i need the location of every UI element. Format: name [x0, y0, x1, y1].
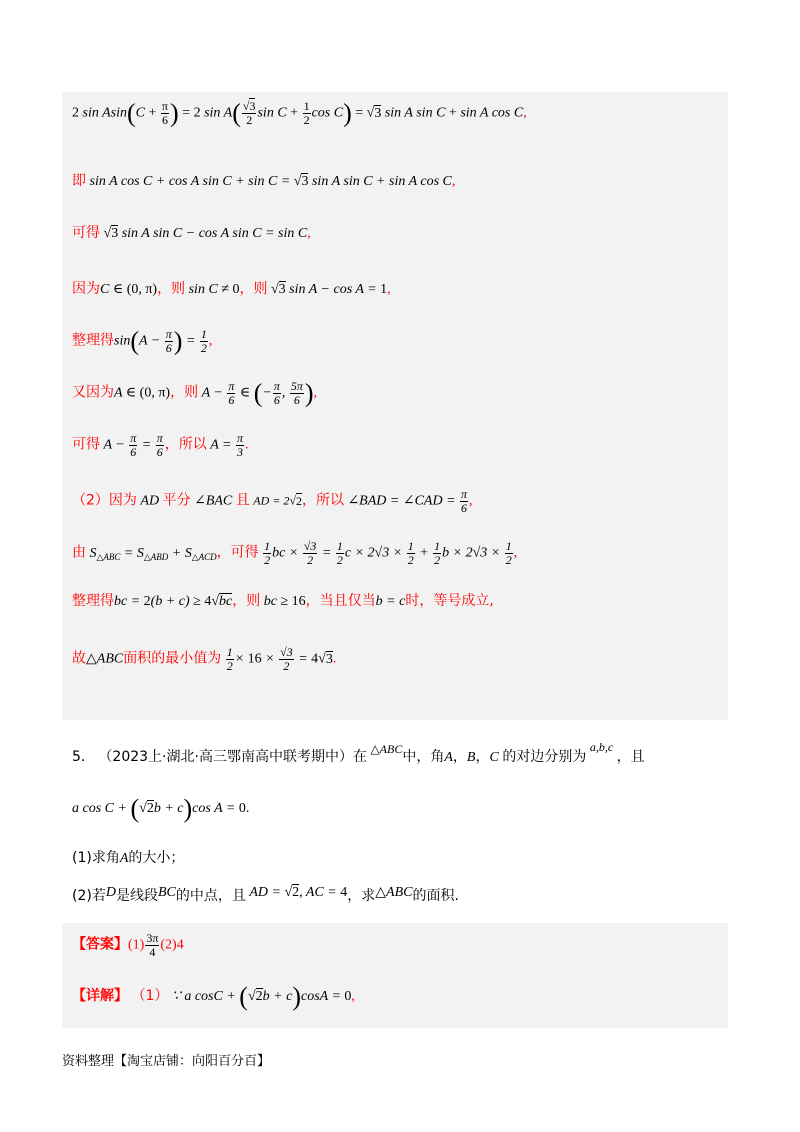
equation-line-3: 可得 √3 sin A sin C − cos A sin C = sin C, [72, 225, 311, 241]
question-5-part-1: (1)求角A的大小； [72, 850, 185, 866]
answer-label: 【答案】 [72, 936, 128, 953]
step-a-suffix: , [451, 174, 456, 189]
step-g-mid2: 且 [235, 492, 250, 509]
step-g-suffix: , [469, 493, 473, 509]
step-h-mid: ，可得 [216, 544, 259, 561]
step-f-mid: ，所以 [164, 436, 207, 453]
answer-line: 【答案】(1) $\frac{3\pi}{4}$ (2)4 [72, 931, 184, 959]
part2-b: 的中点，且 [175, 888, 246, 904]
equation-line-10: 整理得bc = 2(b + c) ≥ 4√bc，则 bc ≥ 16，当且仅当b = c时，等号成立, [72, 593, 494, 609]
step-j-mid: 面积的最小值为 [123, 650, 222, 667]
step-c-mid2: ，则 [239, 281, 268, 297]
question-text-1: 中，角 [402, 749, 445, 765]
step-d-lead: 整理得 [72, 332, 114, 349]
step-g-mid3: ，所以 [301, 492, 344, 509]
equation-line-2: 即 sin A cos C + cos A sin C + sin C = √3 sin A sin C + sin A cos C, [72, 173, 456, 189]
step-i-mid2: ，当且仅当 [305, 593, 376, 609]
footer-text: 资料整理【淘宝店铺：向阳百分百】 [62, 1054, 271, 1069]
question-text-3: ，且 [616, 749, 645, 765]
part2-c: ，求 [347, 888, 376, 904]
equation-line-5: 整理得sin(A − $\frac{\pi}{6}$ ) = $\frac{1}{2}$ , [72, 326, 213, 356]
step-e-suffix: , [313, 385, 318, 401]
step-d-suffix: , [208, 333, 213, 349]
equation-line-1: 2 sin Asin(C + $\frac{\pi}{6}$ ) = 2 sin A( $\frac{√3}{2}$ sin C + $\frac{1}{2}$ cos C) = √3 sin A sin C + sin A cos C, [72, 98, 527, 128]
detail-part-1: （1） [131, 988, 169, 1005]
question-text-2: 的对边分别为 [502, 749, 587, 765]
question-source: （2023上·湖北·高三鄂南高中联考期中）在 [98, 749, 367, 765]
step-e-mid: ，则 [170, 384, 199, 401]
detail-label: 【详解】 [72, 988, 128, 1005]
answer-part-2: (2)4 [160, 937, 184, 953]
step-c-lead: 因为 [72, 281, 100, 297]
question-5-stem: 5． （2023上·湖北·高三鄂南高中联考期中）在 △ABC中，角A，B，C 的对边分别为 a,b,c ，且 [72, 740, 645, 765]
step-c-suffix: , [387, 282, 391, 297]
equation-line-6: 又因为A ∈ (0, π)，则 A − $\frac{\pi}{6}$ ∈ (− $\frac{\pi}{6}$ , $\frac{5\pi}{6}$ ), [72, 378, 318, 408]
step-c-mid1: ，则 [157, 281, 186, 297]
question-5-condition: a cos C + (√2b + c)cos A = 0. [72, 794, 250, 823]
detail-line: 【详解】 （1） ∵ a cosC + (√2b + c)cosA = 0, [72, 982, 355, 1011]
step-i-tail: 时，等号成立, [405, 593, 494, 609]
step-h-lead: 由 [72, 544, 86, 561]
part2-lead: (2)若 [72, 888, 106, 904]
equation-line-11: 故△ABC面积的最小值为 $\frac{1}{2}$ × 16 × $\frac{√3}{2}$ = 4√3. [72, 645, 337, 673]
step-a-continue: 即 [72, 173, 86, 189]
step-f-suffix: . [245, 437, 249, 453]
part2-d: 的面积. [412, 888, 459, 904]
answer-part-1-label: (1) [128, 937, 145, 953]
step-g-lead: （2）因为 [72, 492, 137, 509]
step-b-suffix: , [307, 226, 311, 241]
equation-line-7: 可得 A − $\frac{\pi}{6}$ = $\frac{\pi}{6}$ ，所以 A = $\frac{\pi}{3}$ . [72, 431, 249, 459]
step-b-lead: 可得 [72, 225, 100, 241]
question-number: 5． [72, 749, 95, 765]
equation-line-8: （2）因为 AD 平分 ∠BAC 且 AD = 2√2，所以 ∠BAD = ∠CAD = $\frac{\pi}{6}$ , [72, 487, 473, 515]
step-i-mid1: ，则 [232, 593, 261, 609]
step-e-lead: 又因为 [72, 384, 114, 401]
part1-lead: (1)求角 [72, 850, 120, 866]
part2-a: 是线段 [115, 888, 158, 904]
step-f-lead: 可得 [72, 436, 100, 453]
question-5-part-2: (2)若D是线段BC的中点，且 AD = √2, AC = 4，求△ABC的面积. [72, 885, 459, 904]
equation-line-9: 由 $S_{\triangle ABC} = S_{\triangle ABD} + S_{\triangle ACD}$，可得 $\frac{1}{2}$ bc × $\frac{√3}{2}$ = $\frac{1}{2}$ c × 2√3 × $\frac{1}{2}$ + $\frac{1}{2}$ b × 2√3 × $\frac{1}{2}$ , [72, 539, 518, 567]
part1-end: 的大小； [128, 850, 185, 866]
equation-line-4: 因为C ∈ (0, π)，则 sin C ≠ 0，则 √3 sin A − cos A = 1, [72, 281, 391, 297]
step-i-lead: 整理得 [72, 593, 114, 609]
step-j-suffix: . [332, 651, 337, 667]
step-g-mid1: 平分 [162, 492, 191, 509]
step-j-lead: 故 [72, 650, 86, 667]
step-h-suffix: , [513, 545, 518, 561]
